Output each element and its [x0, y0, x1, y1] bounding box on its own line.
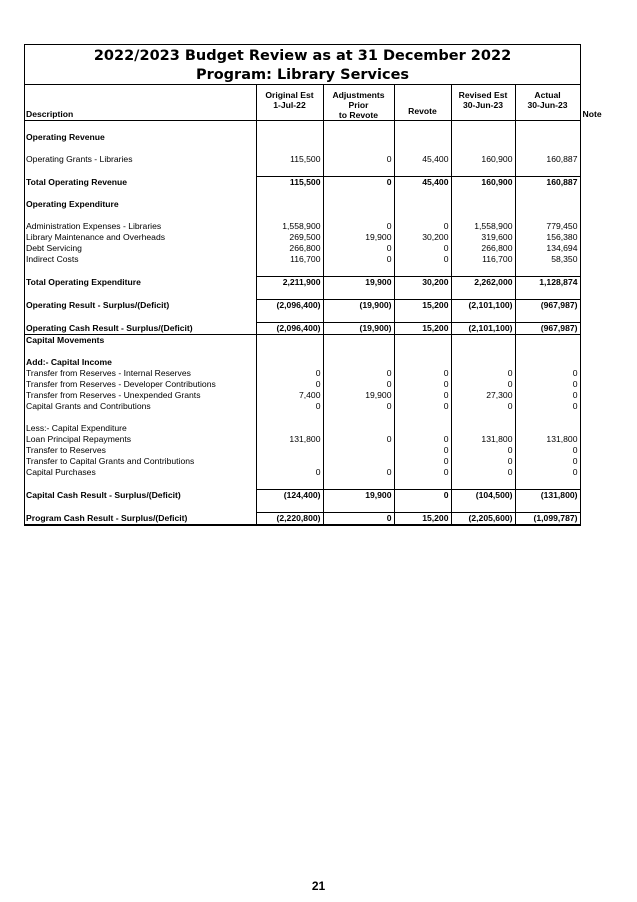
- header-adjustments-line1: Adjustments: [332, 90, 385, 100]
- cell-revote: 0: [394, 401, 451, 412]
- header-original-est: [256, 85, 323, 121]
- cell-actual: 0: [515, 401, 580, 412]
- cell-revote: [394, 501, 451, 513]
- cell-revote: [394, 132, 451, 143]
- cell-adjustments: 19,900: [323, 277, 394, 289]
- cell-actual: [515, 165, 580, 177]
- row-description: Capital Movements: [25, 335, 256, 347]
- cell-adjustments: 0: [323, 221, 394, 232]
- header-original-est-line1: Original Est: [265, 90, 314, 100]
- table-row: [25, 434, 580, 445]
- cell-actual: 58,350: [515, 254, 580, 265]
- cell-revised-est: [451, 335, 515, 347]
- cell-revised-est: [451, 132, 515, 143]
- cell-revote: 15,200: [394, 323, 451, 335]
- cell-adjustments: 0: [323, 467, 394, 478]
- cell-actual: 0: [515, 456, 580, 467]
- cell-revised-est: 0: [451, 467, 515, 478]
- section-heading-row: [25, 199, 580, 210]
- cell-adjustments: [323, 456, 394, 467]
- row-description: [25, 121, 256, 133]
- cell-revised-est: 131,800: [451, 434, 515, 445]
- cell-revote: 0: [394, 456, 451, 467]
- cell-adjustments: [323, 445, 394, 456]
- cell-actual: 1,128,874: [515, 277, 580, 289]
- cell-adjustments: 19,900: [323, 232, 394, 243]
- page-number: 21: [311, 879, 326, 893]
- cell-adjustments: [323, 210, 394, 221]
- cell-adjustments: 19,900: [323, 490, 394, 502]
- cell-adjustments: [323, 165, 394, 177]
- row-description: Debt Servicing: [25, 243, 256, 254]
- cell-original-est: 0: [256, 467, 323, 478]
- cell-adjustments: 0: [323, 177, 394, 189]
- cell-original-est: [256, 121, 323, 133]
- total-row: [25, 177, 580, 189]
- cell-original-est: [256, 188, 323, 199]
- cell-revised-est: [451, 346, 515, 357]
- cell-revised-est: 27,300: [451, 390, 515, 401]
- cell-original-est: 116,700: [256, 254, 323, 265]
- cell-adjustments: [323, 335, 394, 347]
- cell-actual: [515, 132, 580, 143]
- row-description: Less:- Capital Expenditure: [25, 423, 256, 434]
- cell-revised-est: [451, 357, 515, 368]
- header-row: Description Original Est 1-Jul-22 Adjustments Prior to Revote Revote Revised Est 30-Jun-23 Actual 30-Jun-23 Note: [25, 85, 580, 121]
- cell-actual: [515, 501, 580, 513]
- row-description: Add:- Capital Income: [25, 357, 256, 368]
- cell-revised-est: (2,205,600): [451, 513, 515, 525]
- header-actual: [515, 85, 580, 121]
- cell-adjustments: 19,900: [323, 390, 394, 401]
- cell-revised-est: 2,262,000: [451, 277, 515, 289]
- cell-actual: [515, 412, 580, 423]
- row-description: [25, 311, 256, 323]
- cell-adjustments: [323, 188, 394, 199]
- cell-actual: [515, 478, 580, 490]
- cell-adjustments: 0: [323, 401, 394, 412]
- cell-revised-est: (2,101,100): [451, 323, 515, 335]
- cell-revised-est: [451, 143, 515, 154]
- cell-actual: [515, 311, 580, 323]
- table-row: [25, 254, 580, 265]
- budget-table: [25, 85, 602, 525]
- cell-actual: (967,987): [515, 323, 580, 335]
- cell-original-est: [256, 445, 323, 456]
- table-row: [25, 401, 580, 412]
- row-description: Capital Purchases: [25, 467, 256, 478]
- cell-actual: (131,800): [515, 490, 580, 502]
- cell-original-est: (2,096,400): [256, 300, 323, 312]
- cell-original-est: 131,800: [256, 434, 323, 445]
- cell-revote: [394, 288, 451, 300]
- row-description: [25, 346, 256, 357]
- cell-actual: [515, 423, 580, 434]
- cell-original-est: 115,500: [256, 177, 323, 189]
- cell-adjustments: [323, 143, 394, 154]
- cell-adjustments: [323, 311, 394, 323]
- cell-actual: 0: [515, 368, 580, 379]
- cell-revised-est: [451, 423, 515, 434]
- cell-actual: [515, 335, 580, 347]
- row-description: Transfer from Reserves - Unexpended Grants: [25, 390, 256, 401]
- cell-revised-est: [451, 311, 515, 323]
- spacer-row: [25, 265, 580, 277]
- cell-original-est: (124,400): [256, 490, 323, 502]
- cell-actual: 156,380: [515, 232, 580, 243]
- header-revised-est: [451, 85, 515, 121]
- header-revised-est-line1: Revised Est: [458, 90, 508, 100]
- row-description: Operating Result - Surplus/(Deficit): [25, 300, 256, 312]
- cell-revised-est: 266,800: [451, 243, 515, 254]
- cell-revised-est: [451, 199, 515, 210]
- cell-original-est: [256, 199, 323, 210]
- header-description: Description: [25, 85, 256, 121]
- cell-revised-est: [451, 121, 515, 133]
- cell-original-est: 1,558,900: [256, 221, 323, 232]
- cell-revised-est: 0: [451, 368, 515, 379]
- row-description: Operating Grants - Libraries: [25, 154, 256, 165]
- spacer-row: [25, 478, 580, 490]
- row-description: [25, 165, 256, 177]
- section-heading-row: [25, 132, 580, 143]
- row-description: Transfer to Capital Grants and Contributions: [25, 456, 256, 467]
- cell-revote: 45,400: [394, 177, 451, 189]
- cell-revote: [394, 412, 451, 423]
- table-body: [25, 121, 580, 525]
- spacer-row: [25, 121, 580, 133]
- cell-revote: 15,200: [394, 513, 451, 525]
- spacer-row: [25, 188, 580, 199]
- cell-revised-est: 319,600: [451, 232, 515, 243]
- row-description: Capital Cash Result - Surplus/(Deficit): [25, 490, 256, 502]
- section-heading-row: [25, 335, 580, 347]
- cell-revote: [394, 188, 451, 199]
- spacer-row: [25, 501, 580, 513]
- header-actual-line1: Actual: [534, 90, 561, 100]
- cell-adjustments: [323, 357, 394, 368]
- total-row: [25, 513, 580, 525]
- cell-revote: 0: [394, 390, 451, 401]
- row-description: Total Operating Revenue: [25, 177, 256, 189]
- cell-actual: [515, 210, 580, 221]
- header-original-est-line2: 1-Jul-22: [273, 100, 306, 110]
- header-revised-est-line2: 30-Jun-23: [462, 100, 504, 110]
- header-actual-line2: 30-Jun-23: [527, 100, 568, 110]
- cell-original-est: (2,220,800): [256, 513, 323, 525]
- row-description: Transfer from Reserves - Developer Contributions: [25, 379, 256, 390]
- table-row: [25, 154, 580, 165]
- cell-revote: 0: [394, 490, 451, 502]
- cell-revised-est: 0: [451, 401, 515, 412]
- cell-adjustments: [323, 199, 394, 210]
- cell-original-est: 2,211,900: [256, 277, 323, 289]
- cell-actual: (967,987): [515, 300, 580, 312]
- cell-actual: [515, 265, 580, 277]
- row-description: Operating Revenue: [25, 132, 256, 143]
- cell-revote: [394, 311, 451, 323]
- cell-revised-est: 0: [451, 379, 515, 390]
- cell-revised-est: 1,558,900: [451, 221, 515, 232]
- row-description: Indirect Costs: [25, 254, 256, 265]
- row-description: Library Maintenance and Overheads: [25, 232, 256, 243]
- cell-adjustments: 0: [323, 379, 394, 390]
- cell-original-est: 0: [256, 368, 323, 379]
- total-row: [25, 490, 580, 502]
- cell-revote: [394, 335, 451, 347]
- table-row: [25, 243, 580, 254]
- cell-original-est: [256, 210, 323, 221]
- cell-revote: [394, 478, 451, 490]
- cell-revised-est: [451, 288, 515, 300]
- cell-adjustments: [323, 346, 394, 357]
- cell-revised-est: 160,900: [451, 177, 515, 189]
- header-adjustments-line3: to Revote: [338, 110, 379, 120]
- cell-actual: [515, 188, 580, 199]
- cell-actual: 0: [515, 467, 580, 478]
- cell-original-est: [256, 143, 323, 154]
- total-row: [25, 323, 580, 335]
- cell-adjustments: [323, 265, 394, 277]
- spacer-row: [25, 165, 580, 177]
- cell-actual: 131,800: [515, 434, 580, 445]
- cell-original-est: [256, 346, 323, 357]
- row-description: Total Operating Expenditure: [25, 277, 256, 289]
- cell-actual: [515, 346, 580, 357]
- cell-adjustments: 0: [323, 154, 394, 165]
- cell-revised-est: [451, 412, 515, 423]
- cell-adjustments: [323, 288, 394, 300]
- row-description: [25, 288, 256, 300]
- cell-original-est: 266,800: [256, 243, 323, 254]
- cell-revised-est: [451, 188, 515, 199]
- cell-revised-est: 160,900: [451, 154, 515, 165]
- cell-original-est: [256, 423, 323, 434]
- cell-revised-est: (104,500): [451, 490, 515, 502]
- spacer-row: [25, 288, 580, 300]
- cell-revote: [394, 357, 451, 368]
- cell-adjustments: (19,900): [323, 323, 394, 335]
- row-description: [25, 478, 256, 490]
- spacer-row: [25, 412, 580, 423]
- header-revote-label: Revote: [408, 106, 437, 116]
- spacer-row: [25, 210, 580, 221]
- row-description: Capital Grants and Contributions: [25, 401, 256, 412]
- cell-actual: 160,887: [515, 177, 580, 189]
- cell-revised-est: [451, 478, 515, 490]
- cell-revote: [394, 199, 451, 210]
- row-description: Administration Expenses - Libraries: [25, 221, 256, 232]
- cell-original-est: 269,500: [256, 232, 323, 243]
- cell-original-est: [256, 165, 323, 177]
- cell-revised-est: [451, 501, 515, 513]
- total-row: [25, 277, 580, 289]
- cell-original-est: 0: [256, 401, 323, 412]
- table-row: [25, 456, 580, 467]
- cell-revote: [394, 423, 451, 434]
- total-row: [25, 300, 580, 312]
- cell-actual: [515, 199, 580, 210]
- cell-original-est: [256, 456, 323, 467]
- cell-adjustments: 0: [323, 243, 394, 254]
- cell-original-est: [256, 478, 323, 490]
- row-description: [25, 210, 256, 221]
- cell-adjustments: 0: [323, 513, 394, 525]
- cell-actual: (1,099,787): [515, 513, 580, 525]
- cell-original-est: 0: [256, 379, 323, 390]
- row-description: [25, 501, 256, 513]
- cell-revote: [394, 143, 451, 154]
- header-adjustments-line2: Prior: [348, 100, 369, 110]
- cell-revote: [394, 346, 451, 357]
- cell-adjustments: [323, 478, 394, 490]
- cell-revised-est: [451, 265, 515, 277]
- cell-revote: 30,200: [394, 277, 451, 289]
- cell-revote: 0: [394, 445, 451, 456]
- cell-revised-est: 0: [451, 456, 515, 467]
- cell-original-est: [256, 501, 323, 513]
- cell-actual: 160,887: [515, 154, 580, 165]
- row-description: [25, 412, 256, 423]
- table-row: [25, 368, 580, 379]
- cell-original-est: (2,096,400): [256, 323, 323, 335]
- cell-revised-est: [451, 210, 515, 221]
- cell-revote: 0: [394, 379, 451, 390]
- cell-revote: 30,200: [394, 232, 451, 243]
- row-description: Transfer to Reserves: [25, 445, 256, 456]
- cell-original-est: [256, 335, 323, 347]
- row-description: [25, 265, 256, 277]
- cell-adjustments: 0: [323, 434, 394, 445]
- cell-actual: 0: [515, 445, 580, 456]
- cell-original-est: [256, 311, 323, 323]
- program-title: Program: Library Services: [195, 67, 410, 83]
- cell-actual: 134,694: [515, 243, 580, 254]
- row-description: [25, 188, 256, 199]
- cell-actual: 0: [515, 379, 580, 390]
- budget-review-sheet: [24, 44, 602, 526]
- cell-adjustments: [323, 423, 394, 434]
- cell-original-est: [256, 412, 323, 423]
- cell-original-est: 115,500: [256, 154, 323, 165]
- cell-revised-est: (2,101,100): [451, 300, 515, 312]
- cell-revote: 0: [394, 254, 451, 265]
- cell-actual: [515, 288, 580, 300]
- cell-original-est: [256, 265, 323, 277]
- cell-adjustments: 0: [323, 368, 394, 379]
- row-description: Program Cash Result - Surplus/(Deficit): [25, 513, 256, 525]
- cell-revised-est: [451, 165, 515, 177]
- cell-revote: 15,200: [394, 300, 451, 312]
- cell-revote: 0: [394, 434, 451, 445]
- cell-actual: [515, 121, 580, 133]
- cell-revote: [394, 165, 451, 177]
- cell-original-est: [256, 288, 323, 300]
- spacer-row: [25, 143, 580, 154]
- cell-revote: 45,400: [394, 154, 451, 165]
- row-description: Operating Expenditure: [25, 199, 256, 210]
- row-description: Operating Cash Result - Surplus/(Deficit): [25, 323, 256, 335]
- cell-revote: 0: [394, 221, 451, 232]
- cell-revised-est: 116,700: [451, 254, 515, 265]
- cell-original-est: [256, 132, 323, 143]
- cell-adjustments: [323, 501, 394, 513]
- cell-adjustments: [323, 121, 394, 133]
- cell-revote: 0: [394, 368, 451, 379]
- title-block: [25, 45, 580, 85]
- cell-actual: 0: [515, 390, 580, 401]
- row-description: Transfer from Reserves - Internal Reserves: [25, 368, 256, 379]
- cell-original-est: 7,400: [256, 390, 323, 401]
- cell-revote: [394, 121, 451, 133]
- page-title: 2022/2023 Budget Review as at 31 December 2022: [93, 48, 512, 64]
- spacer-row: [25, 311, 580, 323]
- header-revote: [394, 85, 451, 121]
- table-row: [25, 445, 580, 456]
- cell-revote: [394, 265, 451, 277]
- section-heading-row: [25, 357, 580, 368]
- spacer-row: [25, 346, 580, 357]
- row-description: [25, 143, 256, 154]
- row-description: Loan Principal Repayments: [25, 434, 256, 445]
- table-row: [25, 423, 580, 434]
- cell-revote: [394, 210, 451, 221]
- cell-revote: 0: [394, 243, 451, 254]
- table-row: [25, 390, 580, 401]
- cell-adjustments: (19,900): [323, 300, 394, 312]
- cell-adjustments: [323, 412, 394, 423]
- cell-adjustments: [323, 132, 394, 143]
- cell-revote: 0: [394, 467, 451, 478]
- table-row: [25, 232, 580, 243]
- cell-actual: [515, 357, 580, 368]
- table-row: [25, 467, 580, 478]
- cell-revised-est: 0: [451, 445, 515, 456]
- table-row: [25, 221, 580, 232]
- cell-adjustments: 0: [323, 254, 394, 265]
- table-row: [25, 379, 580, 390]
- cell-original-est: [256, 357, 323, 368]
- cell-actual: 779,450: [515, 221, 580, 232]
- header-adjustments: [323, 85, 394, 121]
- cell-actual: [515, 143, 580, 154]
